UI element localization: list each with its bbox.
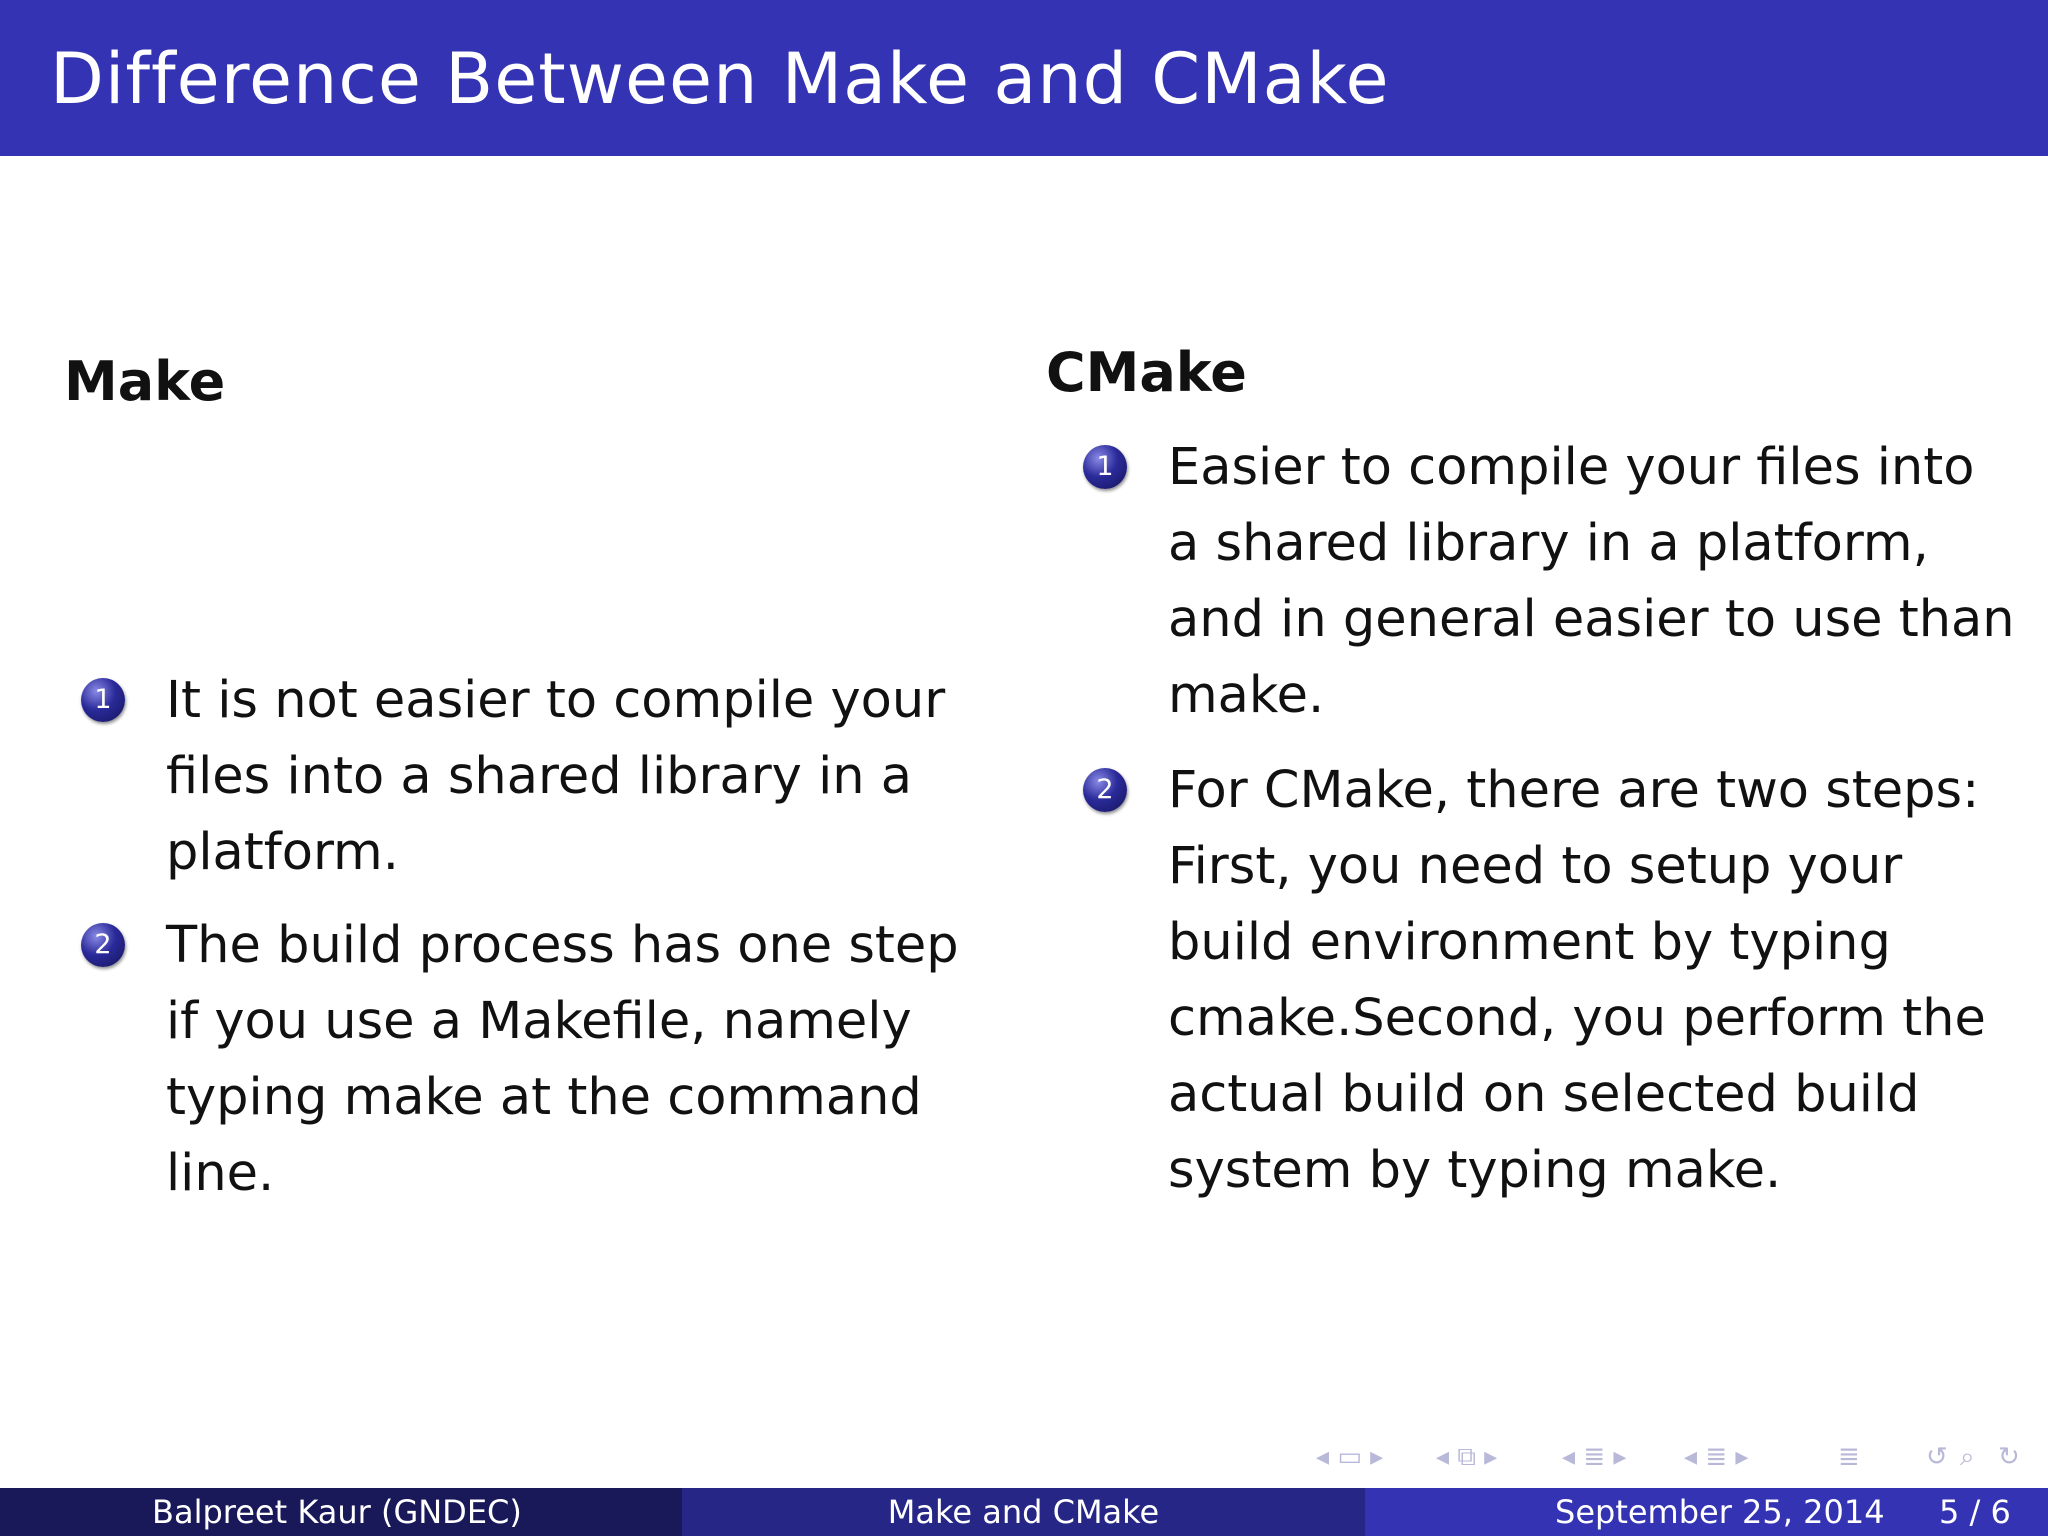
nav-section-icon[interactable]: ◂ ≣ ▸ xyxy=(1562,1442,1627,1472)
bullet-1-icon: 1 xyxy=(81,678,125,722)
make-heading: Make xyxy=(64,350,226,413)
footer-title-cell xyxy=(682,1488,1365,1536)
cmake-item-2 xyxy=(1096,753,2018,1209)
footer-date-cell xyxy=(1365,1488,2048,1536)
make-item-1 xyxy=(94,663,986,891)
cmake-heading: CMake xyxy=(1046,341,1247,404)
footer-author: Balpreet Kaur (GNDEC) xyxy=(152,1493,522,1531)
cmake-item-1 xyxy=(1096,430,2018,734)
make-item-text: It is not easier to compile your files into a shared library in a platform. xyxy=(166,671,946,882)
forward-icon[interactable]: ↻ xyxy=(1998,1442,2020,1472)
slide-footer xyxy=(0,1488,2048,1536)
footer-date: September 25, 2014 xyxy=(1555,1493,1885,1531)
nav-slide-icon[interactable]: ◂ ≣ ▸ xyxy=(1684,1442,1749,1472)
cmake-item-text: Easier to compile your files into a shared library in a platform, and in general easier to use than make. xyxy=(1168,438,2015,725)
bullet-2-icon: 2 xyxy=(81,923,125,967)
bullet-1-icon: 1 xyxy=(1083,445,1127,489)
nav-subsection-icon[interactable]: ◂ ⧉ ▸ xyxy=(1436,1442,1498,1472)
slide-title: Difference Between Make and CMake xyxy=(50,38,1390,120)
footer-short-title: Make and CMake xyxy=(887,1493,1160,1531)
footer-page-number: 5 / 6 xyxy=(1939,1493,2011,1531)
make-item-2 xyxy=(94,908,986,1212)
search-icon[interactable]: ⌕ xyxy=(1960,1442,1975,1472)
nav-align-icon[interactable]: ≣ xyxy=(1838,1442,1860,1472)
bullet-2-icon: 2 xyxy=(1083,768,1127,812)
make-item-text: The build process has one step if you use a Makefile, namely typing make at the command line. xyxy=(166,916,959,1203)
slide-title-bar xyxy=(0,0,2048,156)
cmake-item-text: For CMake, there are two steps: First, you need to setup your build environment by typing cmake.Second, you perform the actual build on selected build system by typing make. xyxy=(1168,761,1986,1200)
back-icon[interactable]: ↺ xyxy=(1926,1442,1948,1472)
nav-frame-icon[interactable]: ◂ ▭ ▸ xyxy=(1316,1442,1384,1472)
footer-author-cell xyxy=(0,1488,682,1536)
